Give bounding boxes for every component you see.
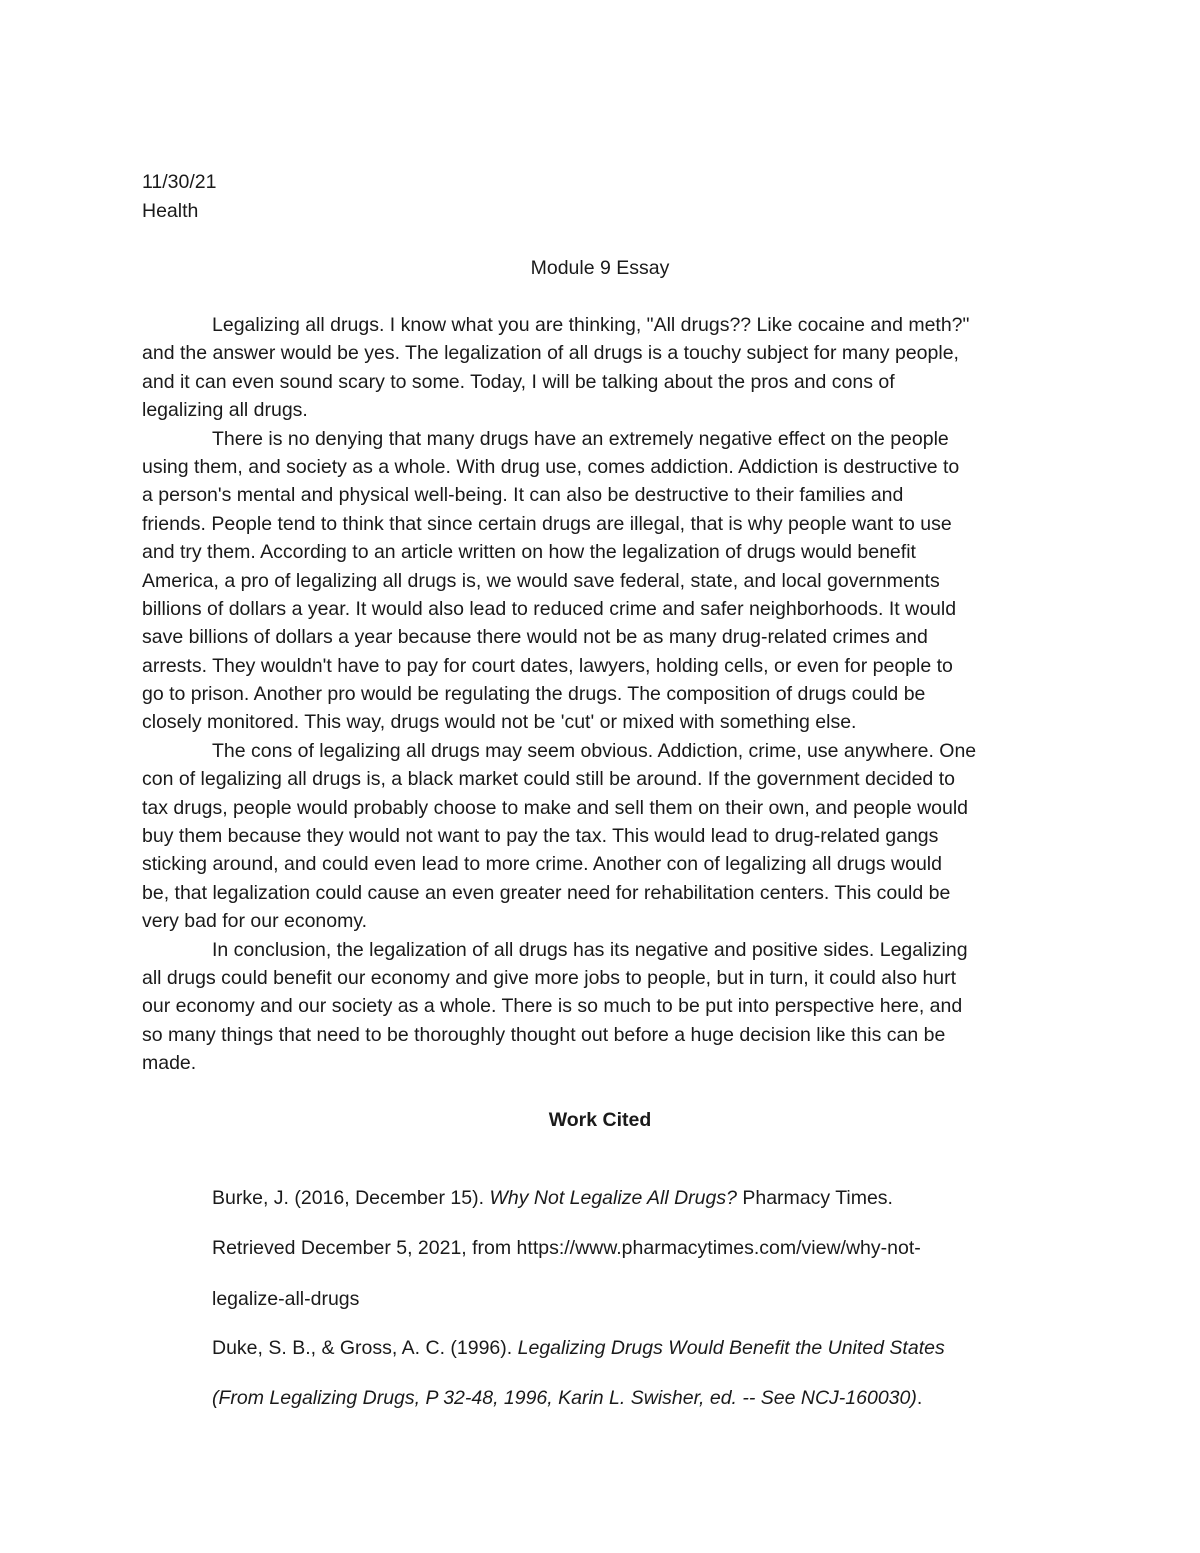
- citation-2-work-title: Legalizing Drugs Would Benefit the United States: [517, 1337, 945, 1359]
- essay-line: legalizing all drugs.: [142, 399, 308, 422]
- essay-line: The cons of legalizing all drugs may seem obvious. Addiction, crime, use anywhere. One: [212, 739, 977, 762]
- essay-line: In conclusion, the legalization of all drugs has its negative and positive sides. Legalizing: [212, 938, 968, 961]
- essay-line: Legalizing all drugs. I know what you are thinking, "All drugs?? Like cocaine and meth?": [212, 314, 970, 336]
- citation-2-line-2: [212, 1384, 922, 1412]
- citation-1-author-date: Burke, J. (2016, December 15).: [212, 1187, 490, 1209]
- essay-line: tax drugs, people would probably choose to make and sell them on their own, and people would: [142, 796, 969, 819]
- header-subject: Health: [142, 200, 199, 222]
- essay-line: be, that legalization could cause an even greater need for rehabilitation centers. This could be: [142, 881, 951, 904]
- essay-line: using them, and society as a whole. With drug use, comes addiction. Addiction is destructive to: [142, 455, 960, 478]
- header-date: 11/30/21: [142, 171, 217, 193]
- essay-line: and try them. According to an article written on how the legalization of drugs would benefit: [142, 541, 916, 564]
- essay-line: and it can even sound scary to some. Today, I will be talking about the pros and cons of: [142, 370, 895, 393]
- citation-2-line-1: [212, 1334, 945, 1362]
- essay-title: Module 9 Essay: [530, 257, 670, 279]
- essay-line: arrests. They wouldn't have to pay for court dates, lawyers, holding cells, or even for people to: [142, 654, 953, 677]
- citation-1-retrieved: Retrieved December 5, 2021, from https://www.pharmacytimes.com/view/why-not-: [212, 1237, 921, 1259]
- essay-line: our economy and our society as a whole. There is so much to be put into perspective here, and: [142, 995, 963, 1018]
- citation-1-publisher: Pharmacy Times.: [736, 1187, 893, 1209]
- citation-2-source-period: .: [916, 1387, 923, 1409]
- citation-2-author-date: Duke, S. B., & Gross, A. C. (1996).: [212, 1337, 518, 1359]
- essay-line: very bad for our economy.: [142, 910, 368, 933]
- essay-line: friends. People tend to think that since certain drugs are illegal, that is why people want to use: [142, 512, 952, 535]
- essay-line: billions of dollars a year. It would also lead to reduced crime and safer neighborhoods. It would: [142, 597, 957, 620]
- essay-line: There is no denying that many drugs have an extremely negative effect on the people: [212, 427, 949, 450]
- citation-2-source-line: (From Legalizing Drugs, P 32-48, 1996, Karin L. Swisher, ed. -- See NCJ-160030): [212, 1387, 917, 1409]
- citation-1-line-1: [212, 1184, 893, 1212]
- essay-line: sticking around, and could even lead to more crime. Another con of legalizing all drugs would: [142, 853, 942, 876]
- essay-line: made.: [142, 1052, 197, 1075]
- essay-line: so many things that need to be thoroughly thought out before a huge decision like this can be: [142, 1023, 946, 1046]
- essay-line: buy them because they would not want to pay the tax. This would lead to drug-related gangs: [142, 825, 939, 848]
- essay-line: a person's mental and physical well-being. It can also be destructive to their families and: [142, 484, 904, 507]
- citation-1-work-title: Why Not Legalize All Drugs?: [489, 1187, 737, 1209]
- essay-line: and the answer would be yes. The legalization of all drugs is a touchy subject for many people,: [142, 342, 959, 365]
- essay-line: go to prison. Another pro would be regulating the drugs. The composition of drugs could be: [142, 683, 926, 706]
- works-cited-title: Work Cited: [548, 1109, 652, 1131]
- essay-line: con of legalizing all drugs is, a black market could still be around. If the government decided to: [142, 768, 955, 791]
- essay-line: closely monitored. This way, drugs would not be 'cut' or mixed with something else.: [142, 711, 857, 734]
- essay-line: all drugs could benefit our economy and give more jobs to people, but in turn, it could also hurt: [142, 966, 957, 989]
- essay-line: save billions of dollars a year because there would not be as many drug-related crimes and: [142, 626, 928, 649]
- essay-body: [142, 311, 1082, 1078]
- citation-1-url-tail: legalize-all-drugs: [212, 1288, 360, 1310]
- essay-line: America, a pro of legalizing all drugs is, we would save federal, state, and local governments: [142, 569, 940, 592]
